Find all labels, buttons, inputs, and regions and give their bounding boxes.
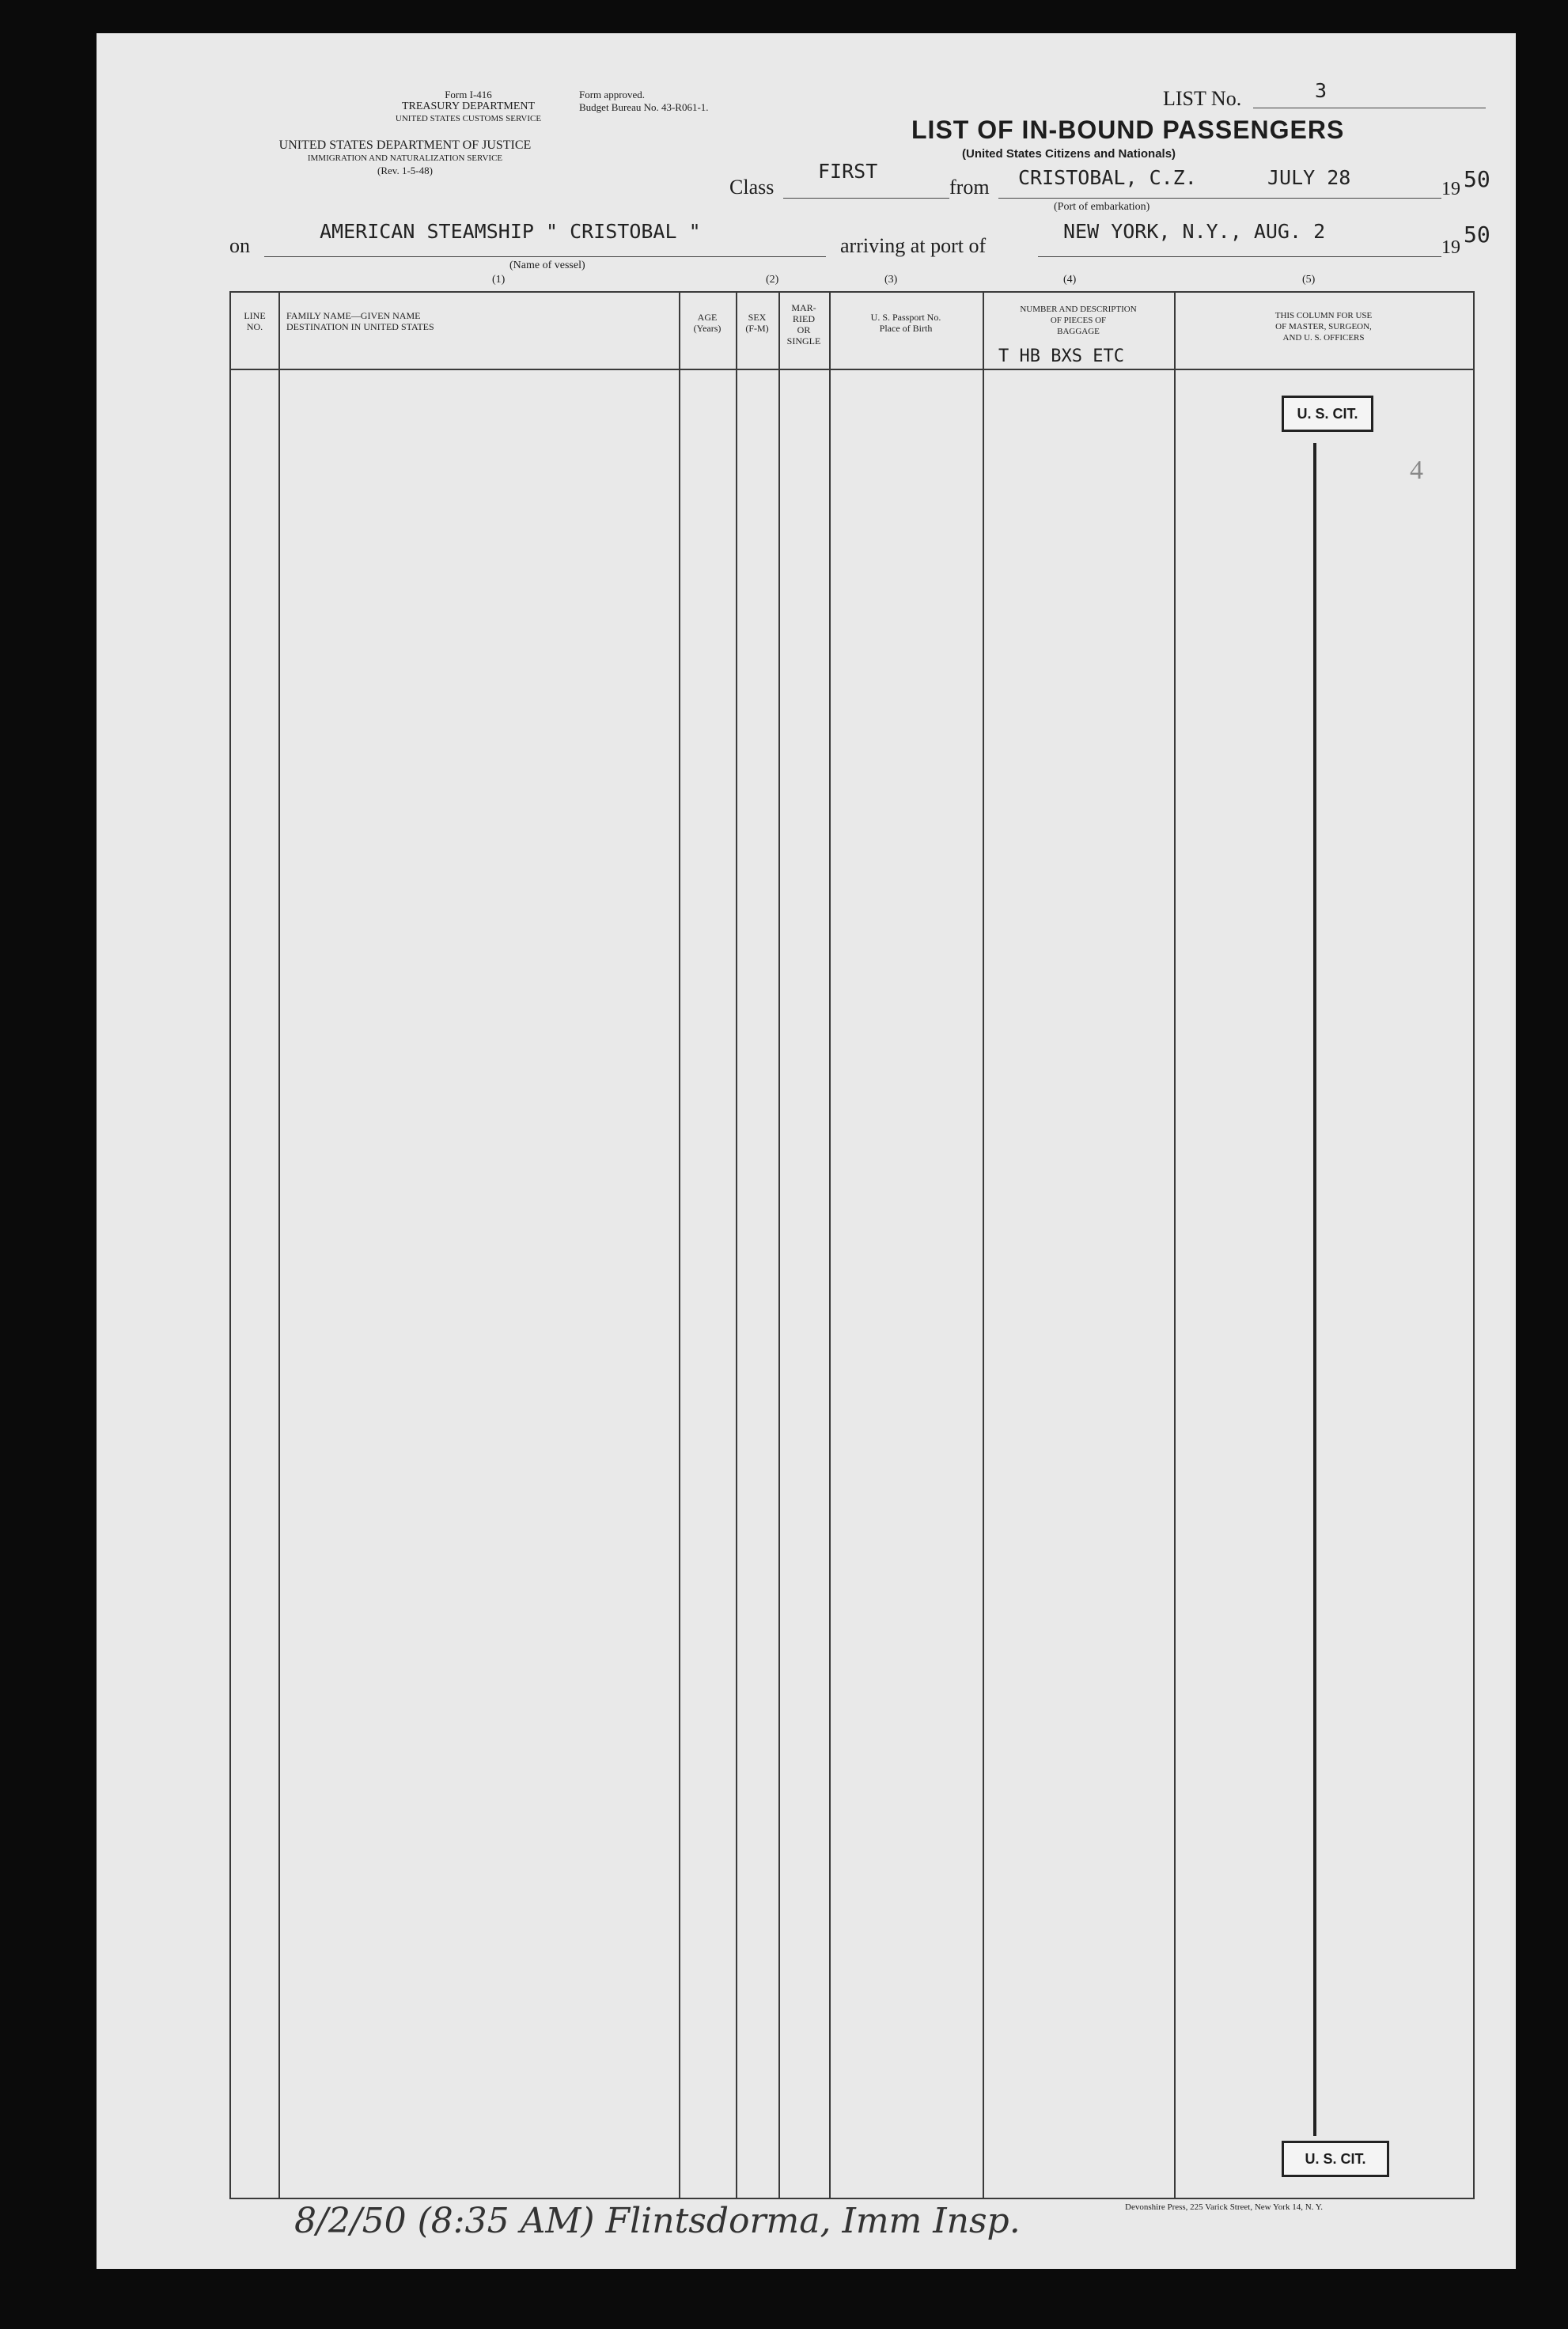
- col-header-officers: THIS COLUMN FOR USE OF MASTER, SURGEON, AND U. S. OFFICERS: [1274, 311, 1373, 343]
- col-num-4: (4): [1063, 274, 1077, 286]
- col-header-age: AGE (Years): [693, 312, 722, 334]
- embarkation-date: JULY 28: [1267, 166, 1351, 189]
- col-header-name: FAMILY NAME—GIVEN NAME DESTINATION IN UNITED STATES: [286, 310, 434, 332]
- col-header-married: MAR- RIED OR SINGLE: [786, 302, 821, 347]
- col-header-baggage: NUMBER AND DESCRIPTION OF PIECES OF BAGGAGE: [1020, 305, 1137, 336]
- baggage-subheader: T HB BXS ETC: [998, 347, 1124, 366]
- col-header-sex: SEX (F-M): [745, 312, 769, 334]
- col-num-5: (5): [1302, 274, 1316, 286]
- vessel-name: AMERICAN STEAMSHIP " CRISTOBAL ": [320, 220, 701, 243]
- col-num-1: (1): [492, 274, 506, 286]
- officer-bracket-line: [1313, 443, 1316, 2136]
- margin-mark: 4: [1410, 456, 1423, 485]
- us-citizen-stamp-top: U. S. CIT.: [1282, 396, 1373, 432]
- rev-date: (Rev. 1-5-48): [377, 165, 433, 176]
- ins-service: IMMIGRATION AND NATURALIZATION SERVICE: [307, 153, 503, 163]
- year-prefix: 19: [1441, 179, 1460, 199]
- year-prefix-2: 19: [1441, 237, 1460, 258]
- col-num-2: (2): [766, 274, 779, 286]
- class-value: FIRST: [818, 160, 878, 183]
- embark-year: 50: [1464, 166, 1490, 192]
- page-subtitle: (United States Citizens and Nationals): [962, 147, 1176, 161]
- on-label: on: [229, 234, 250, 257]
- class-label: Class: [729, 176, 775, 199]
- arrival-port: NEW YORK, N.Y., AUG. 2: [1063, 220, 1326, 243]
- vessel-caption: (Name of vessel): [509, 259, 585, 271]
- us-citizen-stamp-bottom: U. S. CIT.: [1282, 2141, 1389, 2177]
- form-number: Form I-416: [445, 89, 492, 100]
- arriving-label: arriving at port of: [840, 234, 987, 257]
- justice-dept: UNITED STATES DEPARTMENT OF JUSTICE: [278, 138, 532, 152]
- list-no-value: 3: [1315, 79, 1327, 102]
- embarkation-port: CRISTOBAL, C.Z.: [1018, 166, 1197, 189]
- arrival-year: 50: [1464, 222, 1490, 248]
- printer-imprint: Devonshire Press, 225 Varick Street, New York 14, N. Y.: [1125, 2202, 1324, 2212]
- from-label: from: [949, 176, 990, 199]
- list-no-label: LIST No.: [1163, 87, 1242, 110]
- inspector-signature: 8/2/50 (8:35 AM) Flintsdorma, Imm Insp.: [294, 2201, 1021, 2241]
- col-num-3: (3): [884, 274, 898, 286]
- embark-caption: (Port of embarkation): [1054, 201, 1150, 213]
- form-approved: Form approved.: [579, 89, 646, 100]
- treasury-dept: TREASURY DEPARTMENT: [401, 100, 536, 112]
- page-title: LIST OF IN-BOUND PASSENGERS: [911, 116, 1345, 144]
- budget-bureau: Budget Bureau No. 43-R061-1.: [579, 101, 709, 113]
- col-header-line: LINE NO.: [244, 310, 266, 332]
- col-header-passport: U. S. Passport No. Place of Birth: [870, 312, 941, 334]
- customs-service: UNITED STATES CUSTOMS SERVICE: [395, 114, 542, 123]
- manifest-page: [97, 33, 1516, 2269]
